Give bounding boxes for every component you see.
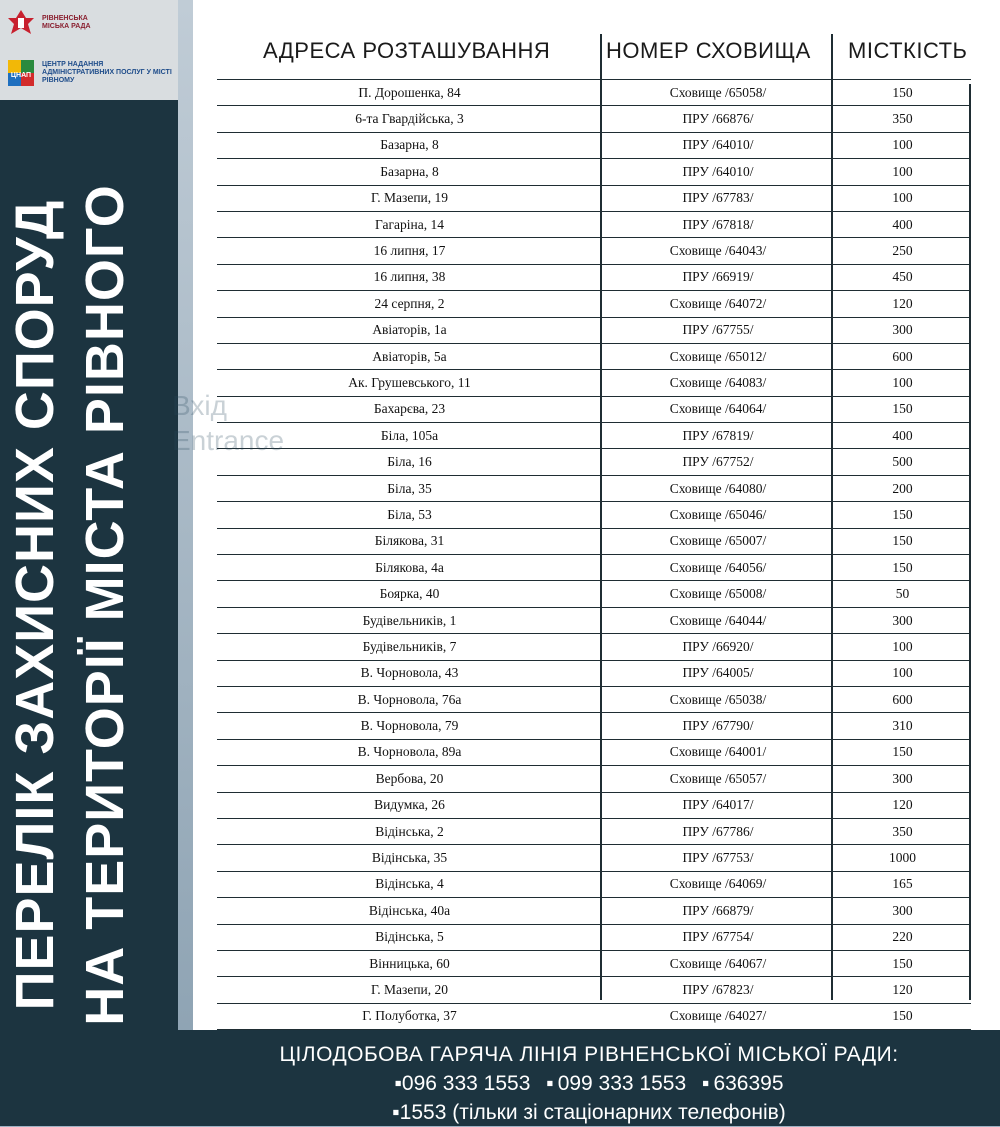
table-row	[217, 739, 971, 765]
capacity-cell: 100	[892, 374, 913, 390]
capacity-cell: 100	[892, 638, 913, 654]
bullet: ▪	[392, 1101, 400, 1124]
header-capacity: МІСТКІСТЬ	[848, 38, 968, 63]
phone-number[interactable]: 099 333 1553	[557, 1072, 687, 1095]
phone-number[interactable]: 096 333 1553	[401, 1072, 531, 1095]
table-row	[217, 712, 971, 738]
capacity-cell: 120	[892, 295, 913, 311]
table-row	[217, 448, 971, 474]
shelter-number-cell: ПРУ /64017/	[682, 797, 754, 813]
landline-note: 1553 (тільки зі стаціонарних телефонів)	[399, 1101, 786, 1124]
bullet: ▪	[546, 1072, 554, 1095]
table-row	[217, 132, 971, 158]
shelter-number-cell: Сховище /64001/	[669, 744, 767, 760]
capacity-cell: 150	[892, 559, 913, 575]
address-cell: Відінська, 4	[375, 876, 444, 892]
table-row	[217, 158, 971, 184]
table-row	[217, 1003, 971, 1030]
shelter-number-cell: Сховище /65007/	[669, 533, 767, 549]
shelter-number-cell: Сховище /64064/	[669, 401, 767, 417]
shelter-number-cell: ПРУ /67786/	[682, 823, 754, 839]
capacity-cell: 150	[892, 506, 913, 522]
address-cell: Боярка, 40	[379, 586, 440, 602]
shelter-number-cell: Сховище /64080/	[669, 480, 767, 496]
table-row	[217, 897, 971, 923]
address-cell: 16 липня, 38	[373, 269, 446, 285]
table-row	[217, 686, 971, 712]
address-cell: Г. Мазепи, 19	[370, 190, 449, 206]
address-cell: Білякова, 31	[374, 533, 445, 549]
table-row	[217, 976, 971, 1002]
capacity-cell: 150	[892, 1008, 913, 1024]
capacity-cell: 1000	[889, 850, 916, 866]
capacity-cell: 100	[892, 137, 913, 153]
shelter-number-cell: ПРУ /67753/	[682, 850, 754, 866]
bullet: ▪	[702, 1072, 710, 1095]
table-row	[217, 290, 971, 316]
table-row	[217, 607, 971, 633]
address-cell: Авіаторів, 1а	[372, 322, 447, 338]
capacity-cell: 50	[895, 586, 910, 602]
table-row	[217, 475, 971, 501]
table-row	[217, 818, 971, 844]
table-row	[217, 554, 971, 580]
capacity-cell: 300	[892, 770, 913, 786]
shelter-number-cell: ПРУ /66879/	[682, 902, 754, 918]
center-abbr: ЦНАП	[10, 72, 32, 79]
shelter-number-cell: ПРУ /66919/	[682, 269, 754, 285]
table-row	[217, 528, 971, 554]
phone-number[interactable]: 636395	[713, 1072, 784, 1095]
logo-block	[0, 0, 178, 100]
table-row	[217, 79, 971, 105]
center-name: ЦЕНТР НАДАННЯ АДМІНІСТРАТИВНИХ ПОСЛУГ У МІСТІ РІВНОМУ	[42, 61, 172, 84]
table-row	[217, 950, 971, 976]
capacity-cell: 300	[892, 612, 913, 628]
hotline-phones	[178, 1069, 1000, 1098]
center-logo	[6, 58, 172, 88]
shelter-number-cell: Сховище /64067/	[669, 955, 767, 971]
capacity-cell: 150	[892, 401, 913, 417]
capacity-cell: 500	[892, 454, 913, 470]
capacity-cell: 200	[892, 480, 913, 496]
address-cell: Відінська, 2	[375, 823, 444, 839]
capacity-cell: 150	[892, 955, 913, 971]
shelter-number-cell: Сховище /64069/	[669, 876, 767, 892]
shelter-number-cell: Сховище /65057/	[669, 770, 767, 786]
page-title	[0, 155, 178, 1055]
table-row	[217, 792, 971, 818]
address-cell: Базарна, 8	[380, 163, 439, 179]
table-row	[217, 264, 971, 290]
capacity-cell: 400	[892, 216, 913, 232]
capacity-cell: 150	[892, 533, 913, 549]
address-cell: Будівельників, 7	[362, 638, 457, 654]
left-panel	[0, 0, 178, 1126]
address-cell: Біла, 53	[387, 506, 432, 522]
table-row	[217, 844, 971, 870]
bg-sign-text: Вхід	[172, 390, 227, 421]
shelter-number-cell: Сховище /65012/	[669, 348, 767, 364]
shelter-number-cell: ПРУ /66920/	[682, 638, 754, 654]
address-cell: Г. Полуботка, 37	[362, 1008, 457, 1024]
header-address: АДРЕСА РОЗТАШУВАННЯ	[263, 38, 551, 63]
address-cell: 6-та Гвардійська, 3	[355, 111, 464, 127]
center-emblem-icon	[6, 58, 36, 88]
capacity-cell: 350	[892, 823, 913, 839]
page-title-line2: НА ТЕРИТОРІЇ МІСТА РІВНОГО	[75, 184, 135, 1026]
capacity-cell: 250	[892, 243, 913, 259]
capacity-cell: 165	[892, 876, 913, 892]
table-row	[217, 317, 971, 343]
shelter-number-cell: Сховище /64027/	[669, 1008, 767, 1024]
table-row	[217, 633, 971, 659]
capacity-cell: 310	[892, 718, 913, 734]
shelter-number-cell: Сховище /65008/	[669, 586, 767, 602]
shelter-number-cell: Сховище /64044/	[669, 612, 767, 628]
address-cell: 16 липня, 17	[373, 243, 446, 259]
capacity-cell: 600	[892, 691, 913, 707]
address-cell: Відінська, 5	[375, 929, 444, 945]
table-row	[217, 343, 971, 369]
table-row	[217, 660, 971, 686]
footer-hotline	[178, 1030, 1000, 1126]
address-cell: В. Чорновола, 76а	[357, 691, 462, 707]
table-row	[217, 396, 971, 422]
capacity-cell: 100	[892, 163, 913, 179]
table-row	[217, 871, 971, 897]
capacity-cell: 350	[892, 111, 913, 127]
shelter-number-cell: Сховище /64072/	[669, 295, 767, 311]
shelter-number-cell: ПРУ /67790/	[682, 718, 754, 734]
address-cell: Відінська, 35	[371, 850, 448, 866]
shelter-number-cell: ПРУ /67783/	[682, 190, 754, 206]
address-cell: Бахарєва, 23	[373, 401, 446, 417]
table-row	[217, 501, 971, 527]
capacity-cell: 100	[892, 190, 913, 206]
shelter-number-cell: Сховище /64083/	[669, 374, 767, 390]
address-cell: В. Чорновола, 79	[360, 718, 459, 734]
shelter-number-cell: Сховище /65058/	[669, 84, 767, 100]
capacity-cell: 220	[892, 929, 913, 945]
address-cell: Базарна, 8	[380, 137, 439, 153]
table-row	[217, 237, 971, 263]
shelter-number-cell: ПРУ /64010/	[682, 137, 754, 153]
shelter-number-cell: ПРУ /67754/	[682, 929, 754, 945]
capacity-cell: 600	[892, 348, 913, 364]
table-row	[217, 105, 971, 131]
address-cell: Г. Мазепи, 20	[370, 981, 449, 997]
address-cell: Вінницька, 60	[369, 955, 450, 971]
hotline-title: ЦІЛОДОБОВА ГАРЯЧА ЛІНІЯ РІВНЕНСЬКОЇ МІСЬКОЇ РАДИ:	[279, 1043, 899, 1066]
table-row	[217, 211, 971, 237]
table-row	[217, 369, 971, 395]
address-cell: Авіаторів, 5а	[372, 348, 447, 364]
address-cell: Відінська, 40а	[368, 902, 451, 918]
bg-sign-text: Entrance	[172, 425, 285, 456]
table-row	[217, 765, 971, 791]
address-cell: Білякова, 4а	[375, 559, 444, 575]
shelter-number-cell: Сховище /65046/	[669, 506, 767, 522]
background-photo-strip	[178, 0, 193, 1030]
shelter-number-cell: Сховище /64056/	[669, 559, 767, 575]
shelter-number-cell: ПРУ /64005/	[682, 665, 754, 681]
address-cell: Біла, 105а	[380, 427, 439, 443]
address-cell: Біла, 35	[387, 480, 432, 496]
address-cell: В. Чорновола, 89а	[357, 744, 462, 760]
table-row	[217, 185, 971, 211]
address-cell: В. Чорновола, 43	[360, 665, 459, 681]
capacity-cell: 450	[892, 269, 913, 285]
capacity-cell: 400	[892, 427, 913, 443]
shelter-number-cell: ПРУ /67752/	[682, 454, 754, 470]
address-cell: Гагаріна, 14	[375, 216, 444, 232]
table-row	[217, 924, 971, 950]
address-cell: Біла, 16	[387, 454, 432, 470]
council-logo	[6, 8, 102, 38]
address-cell: П. Дорошенка, 84	[358, 84, 461, 100]
page-title-line1: ПЕРЕЛІК ЗАХИСНИХ СПОРУД	[5, 199, 65, 1011]
council-name: РІВНЕНСЬКА МІСЬКА РАДА	[42, 15, 91, 30]
table-row	[217, 422, 971, 448]
shelter-number-cell: ПРУ /67755/	[682, 322, 754, 338]
council-emblem-icon	[6, 8, 36, 38]
address-cell: Вербова, 20	[375, 770, 444, 786]
capacity-cell: 300	[892, 902, 913, 918]
capacity-cell: 150	[892, 744, 913, 760]
capacity-cell: 120	[892, 797, 913, 813]
bullet: ▪	[394, 1072, 402, 1095]
address-cell: Будівельників, 1	[362, 612, 457, 628]
shelter-number-cell: Сховище /65038/	[669, 691, 767, 707]
capacity-cell: 120	[892, 981, 913, 997]
capacity-cell: 150	[892, 84, 913, 100]
header-shelter-number: НОМЕР СХОВИЩА	[606, 38, 811, 63]
shelter-number-cell: ПРУ /66876/	[682, 111, 754, 127]
capacity-cell: 100	[892, 665, 913, 681]
shelter-number-cell: ПРУ /67823/	[682, 981, 754, 997]
shelter-number-cell: ПРУ /67819/	[682, 427, 754, 443]
address-cell: Ак. Грушевського, 11	[348, 374, 471, 390]
address-cell: Видумка, 26	[374, 797, 445, 813]
shelter-number-cell: ПРУ /67818/	[682, 216, 754, 232]
shelter-table	[217, 79, 971, 1030]
shelter-number-cell: Сховище /64043/	[669, 243, 767, 259]
capacity-cell: 300	[892, 322, 913, 338]
table-row	[217, 580, 971, 606]
shelter-number-cell: ПРУ /64010/	[682, 163, 754, 179]
address-cell: 24 серпня, 2	[374, 295, 445, 311]
hotline-landline	[178, 1098, 1000, 1127]
